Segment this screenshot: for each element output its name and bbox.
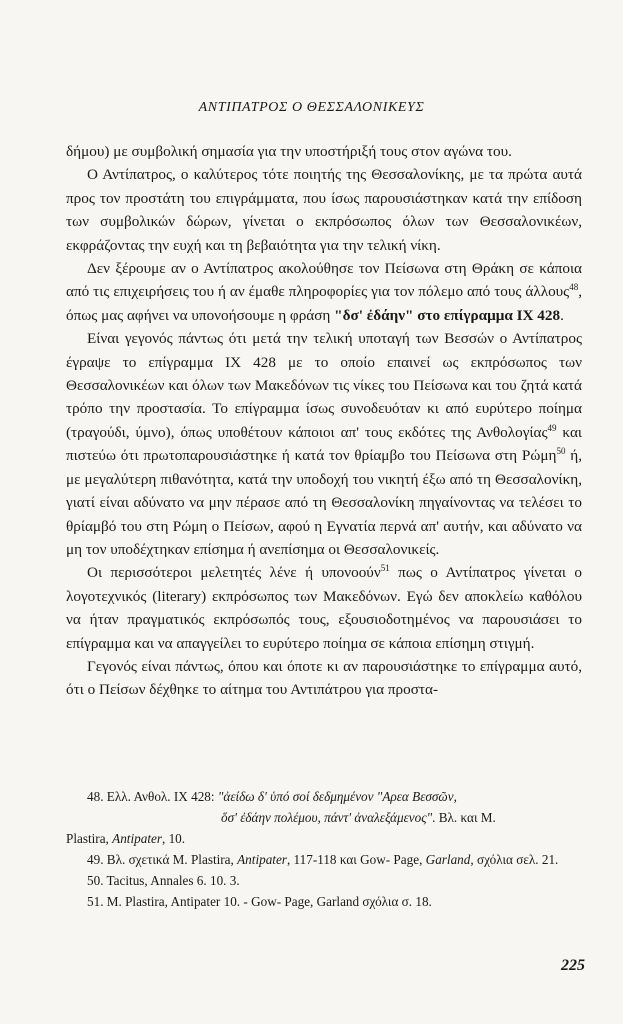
paragraph-5 — [66, 561, 582, 655]
running-header: ΑΝΤΙΠΑΤΡΟΣ Ο ΘΕΣΣΑΛΟΝΙΚΕΥΣ — [198, 100, 425, 115]
paragraph-4 — [66, 327, 582, 561]
footnote-48-quote-line-2: ὅσ' ἐδάην πολέμου, πάντ' ἀναλεξάμενος" — [221, 810, 433, 825]
footnote-48 — [66, 786, 582, 807]
paragraph-3-text-b: , όπως μας αφήνει να υπονοήσουμε η φράση — [66, 283, 582, 324]
footnote-48-page: , 10. — [161, 831, 186, 846]
footnote-48-quote-line-1: "ἀείδω δ' ὑπό σοί δεδμημένον "Αρεα Βεσσῶν, — [217, 789, 457, 804]
paragraph-5-text-b: πως ο Αντίπατρος γίνεται ο λογοτεχνικός (literary) εκπρόσωπος των Μακεδόνων. Εγώ δεν αποκλείω καθόλου να ήταν πραγματικός εκπρόσωπός τους, εξουσιοδοτημένος να παρουσιάσει το επίγραμμα και να απαγγείλει το ευρύτερο ποίημα σε κάποια επίσημη στιγμή. — [66, 564, 582, 652]
footnote-49 — [66, 849, 582, 870]
paragraph-3 — [66, 257, 582, 327]
footnote-51: 51. M. Plastira, Antipater 10. - Gow- Page, Garland σχόλια σ. 18. — [87, 894, 432, 909]
paragraph-2: Ο Αντίπατρος, ο καλύτερος τότε ποιητής της Θεσσαλονίκης, με τα πρώτα αυτά προς τον προστάτη του επιγράμματα, που ίσως παρουσιάστηκαν κατά την επίδοση των συμβολικών δώρων, γίνεται ο εκπρόσωπος όλων των Θεσσαλονικέων, εκφράζοντας την ευχή και τη βεβαιότητα για την τελική νίκη. — [66, 166, 582, 254]
footnote-48-work: Antipater — [112, 831, 162, 846]
footnote-ref-48: 48 — [569, 282, 579, 293]
paragraph-4-text-b: και πιστεύω ότι πρωτοπαρουσιάστηκε ή κατά τον θρίαμβο του Πείσωνα στη Ρώμη — [66, 423, 582, 465]
footnote-48-line-3 — [66, 828, 582, 849]
footnote-49-text-b: , 117-118 και Gow- Page, — [286, 852, 426, 867]
footnote-ref-49: 49 — [547, 422, 557, 433]
footnote-48-line-2 — [66, 807, 582, 828]
paragraph-4-text-c: ή, με μεγαλύτερη πιθανότητα, κατά την υποδοχή του νικητή έξω από τη Θεσσαλονίκη, γιατί είναι αδύνατο να μην πέρασε από τη Θεσσαλονίκη πηγαίνοντας να τελέσει το θρίαμβό του στη Ρώμη ο Πείσων, αφού η Εγνατία περνά απ' αυτήν, και αδύνατο να μη τον υποδέχτηκαν επίσημα ή ανεπίσημα οι Θεσσαλονικείς. — [66, 447, 582, 558]
footnote-50: 50. Tacitus, Annales 6. 10. 3. — [87, 873, 240, 888]
page-number: 225 — [561, 957, 585, 974]
paragraph-5-text-a: Οι περισσότεροι μελετητές λένε ή υπονοούν — [87, 564, 381, 582]
footnote-49-text-a: 49. Βλ. σχετικά M. Plastira, — [87, 852, 238, 867]
footnote-49-work-1: Antipater — [237, 852, 287, 867]
footnote-ref-51: 51 — [380, 563, 390, 574]
footnote-48-label: 48. Ελλ. Ανθολ. IX 428: — [87, 789, 218, 804]
paragraph-6: Γεγονός είναι πάντως, όπου και όποτε κι αν παρουσιάστηκε το επίγραμμα αυτό, ότι ο Πείσων δέχθηκε το αίτημα του Αντιπάτρου για προστα- — [66, 657, 582, 699]
footnote-48-see-also: . Βλ. και M. — [432, 810, 496, 825]
footnote-48-author: Plastira, — [66, 831, 113, 846]
footnote-49-text-c: , σχόλια σελ. 21. — [470, 852, 559, 867]
paragraph-3-bold-quote: "δσ' ἐδάην" στο επίγραμμα IX 428 — [334, 306, 561, 324]
paragraph-4-text-a: Είναι γεγονός πάντως ότι μετά την τελική υποταγή των Βεσσών ο Αντίπατρος έγραψε το επίγραμμα IX 428 με το οποίο επαινεί ως εκπρόσωπος των Θεσσαλονικέων και όλων των Μακεδόνων τις νίκες του Πείσωνα και του ζητά κατά τρόπο την προστασία. Το επίγραμμα ίσως συνοδευόταν κι από ευρύτερο ποίημα (τραγούδι, ύμνο), όπως υποθέτουν κάποιοι απ' τους εκδότες της Ανθολογίας — [66, 330, 582, 441]
paragraph-1: δήμου) με συμβολική σημασία για την υποστήριξή τους στον αγώνα του. — [66, 143, 512, 160]
paragraph-3-text-c: . — [560, 306, 564, 324]
footnote-ref-50: 50 — [556, 446, 566, 457]
footnote-49-work-2: Garland — [425, 852, 471, 867]
main-text — [66, 140, 582, 702]
paragraph-3-text-a: Δεν ξέρουμε αν ο Αντίπατρος ακολούθησε τον Πείσωνα στη Θράκη σε κάποια από τις επιχειρήσεις του ή αν έμαθε πληροφορίες για τον πόλεμο από τους άλλους — [66, 260, 582, 301]
footnotes — [66, 786, 582, 912]
